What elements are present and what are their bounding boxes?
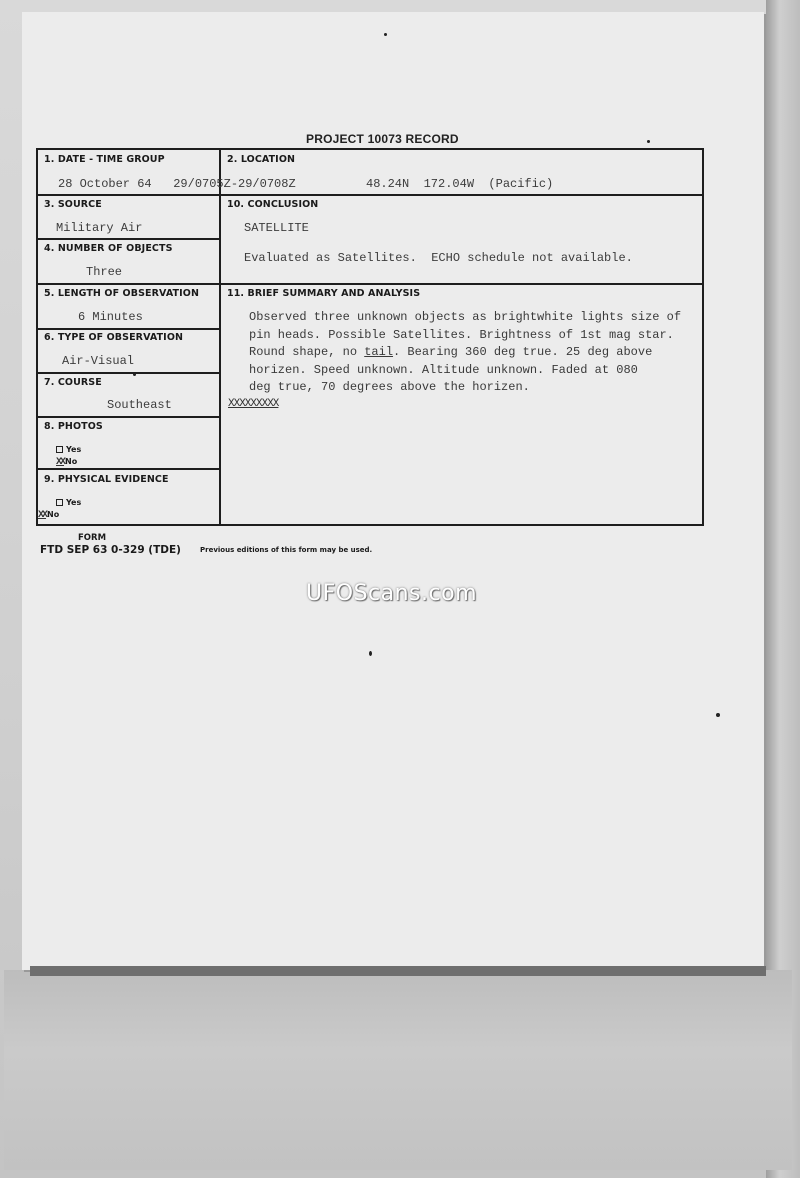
course-label: 7. COURSE xyxy=(44,377,102,388)
photos-no-option xyxy=(56,457,77,468)
number-of-objects-value: Three xyxy=(86,265,123,279)
photos-label: 8. PHOTOS xyxy=(44,421,103,432)
physical-evidence-no-label: No xyxy=(47,510,60,519)
summary-line xyxy=(249,344,701,362)
date-time-value: 28 October 64 29/0705Z-29/0708Z xyxy=(58,177,296,191)
row-divider xyxy=(38,416,221,418)
type-of-observation-label: 6. TYPE OF OBSERVATION xyxy=(44,332,184,343)
footer-form-word: FORM xyxy=(78,533,107,543)
row-divider xyxy=(38,238,221,240)
scan-speck xyxy=(384,33,387,36)
number-of-objects-label: 4. NUMBER OF OBJECTS xyxy=(44,243,173,254)
watermark: UFOScans.com xyxy=(306,581,477,606)
physical-evidence-yes-label: Yes xyxy=(66,498,82,507)
row-divider xyxy=(38,468,221,470)
form-title: PROJECT 10073 RECORD xyxy=(306,132,459,146)
length-of-observation-value: 6 Minutes xyxy=(78,310,143,324)
checkbox-crossed-icon: XX xyxy=(56,457,65,468)
source-value: Military Air xyxy=(56,221,143,235)
footer-form-id: FTD SEP 63 0-329 (TDE) xyxy=(40,544,181,556)
struck-out-text: XXXXXXXXX xyxy=(228,398,279,410)
location-value: 48.24N 172.04W (Pacific) xyxy=(366,177,554,191)
summary-line: horizen. Speed unknown. Altitude unknown. Faded at 080 xyxy=(249,362,638,377)
row-divider xyxy=(38,372,221,374)
summary-text xyxy=(249,309,701,397)
row-divider xyxy=(38,194,221,196)
photos-yes-option xyxy=(56,445,81,454)
summary-underlined-word: tail xyxy=(364,345,394,359)
scan-speck xyxy=(369,651,372,656)
source-label: 3. SOURCE xyxy=(44,199,102,210)
row-divider xyxy=(38,328,221,330)
summary-fragment: Round shape, no xyxy=(249,345,365,359)
scan-speck xyxy=(647,140,650,143)
underlying-sheet xyxy=(4,970,792,1170)
physical-evidence-yes-option xyxy=(56,498,81,507)
physical-evidence-label: 9. PHYSICAL EVIDENCE xyxy=(44,474,169,485)
footer-note: Previous editions of this form may be used. xyxy=(200,546,373,554)
conclusion-label: 10. CONCLUSION xyxy=(227,199,319,210)
physical-evidence-no-option xyxy=(38,510,59,521)
row-divider xyxy=(219,194,703,196)
summary-line: Observed three unknown objects as brightwhite lights size of xyxy=(249,310,682,324)
checkbox-empty-icon xyxy=(56,499,63,506)
location-label: 2. LOCATION xyxy=(227,154,296,165)
type-of-observation-value: Air-Visual xyxy=(62,354,135,368)
conclusion-value: SATELLITE xyxy=(244,221,309,235)
course-value: Southeast xyxy=(107,398,172,412)
checkbox-empty-icon xyxy=(56,446,63,453)
summary-line: pin heads. Possible Satellites. Brightness of 1st mag star. xyxy=(249,327,674,342)
page-edge-shadow xyxy=(30,966,766,976)
summary-line: deg true, 70 degrees above the horizen. xyxy=(249,380,530,394)
summary-fragment: . Bearing 360 deg true. 25 deg above xyxy=(393,345,653,359)
photos-no-label: No xyxy=(65,457,78,466)
scan-speck xyxy=(716,713,720,717)
summary-label: 11. BRIEF SUMMARY AND ANALYSIS xyxy=(227,288,421,299)
photos-yes-label: Yes xyxy=(66,445,82,454)
checkbox-crossed-icon: XX xyxy=(38,510,47,521)
scan-speck xyxy=(133,373,136,376)
conclusion-note: Evaluated as Satellites. ECHO schedule not available. xyxy=(244,251,633,265)
date-time-label: 1. DATE - TIME GROUP xyxy=(44,154,165,165)
row-divider xyxy=(38,283,221,285)
length-of-observation-label: 5. LENGTH OF OBSERVATION xyxy=(44,288,199,299)
row-divider xyxy=(219,283,703,285)
